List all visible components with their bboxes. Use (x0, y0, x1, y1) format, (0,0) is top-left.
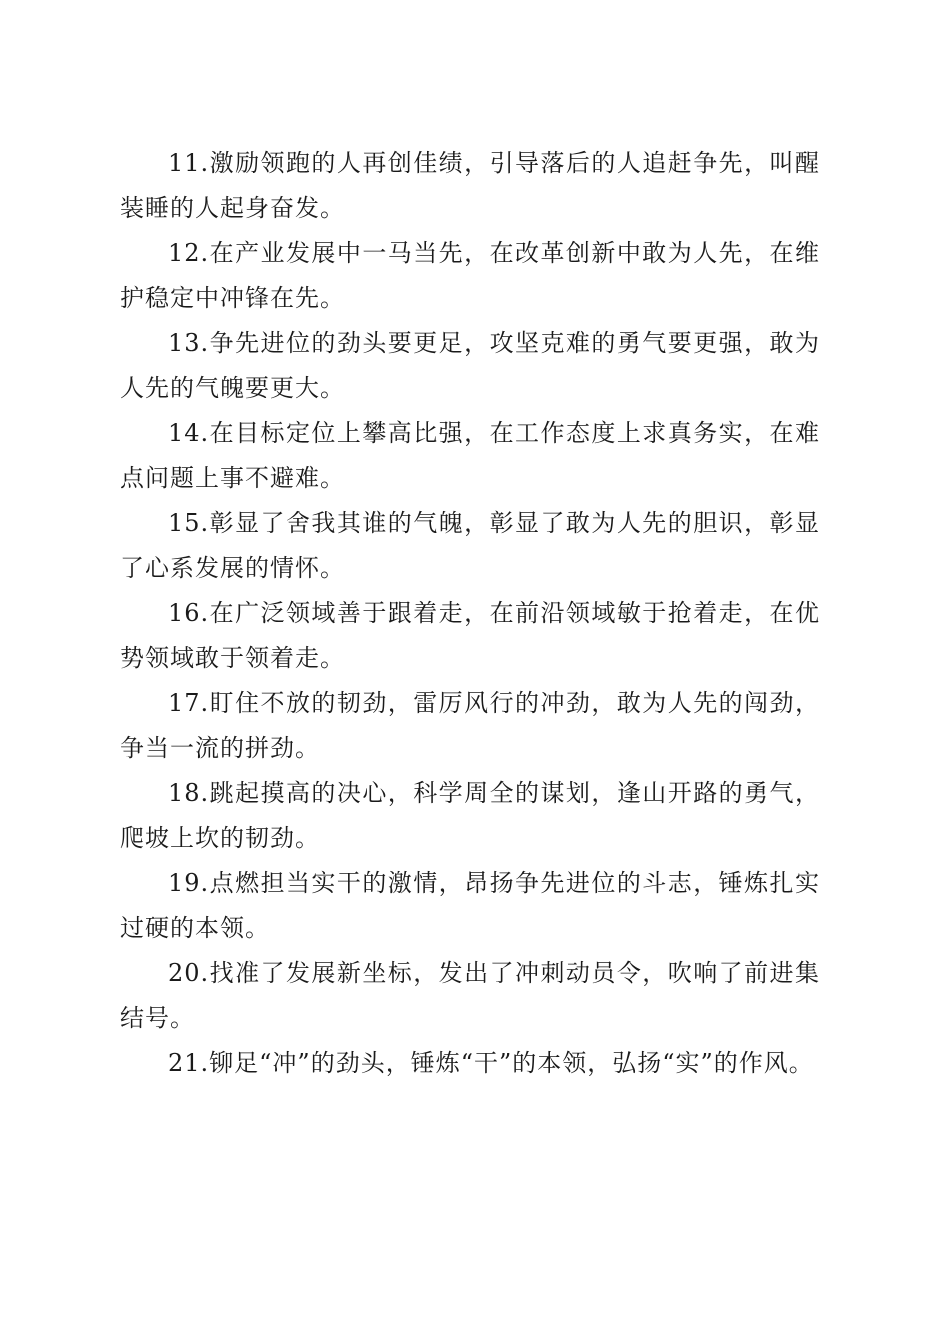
list-item-18: 18.跳起摸高的决心，科学周全的谋划，逢山开路的勇气，爬坡上坎的韧劲。 (120, 779, 820, 852)
document-page (120, 141, 820, 1086)
list-item-13: 13.争先进位的劲头要更足，攻坚克难的勇气要更强，敢为人先的气魄要更大。 (120, 329, 820, 402)
list-item-17: 17.盯住不放的韧劲，雷厉风行的冲劲，敢为人先的闯劲，争当一流的拼劲。 (120, 689, 820, 762)
list-item-11: 11.激励领跑的人再创佳绩，引导落后的人追赶争先，叫醒装睡的人起身奋发。 (120, 149, 820, 222)
list-item-20: 20.找准了发展新坐标，发出了冲刺动员令，吹响了前进集结号。 (120, 959, 820, 1032)
list-item-19: 19.点燃担当实干的激情，昂扬争先进位的斗志，锤炼扎实过硬的本领。 (120, 869, 820, 942)
list-item-21: 21.铆足“冲”的劲头，锤炼“干”的本领，弘扬“实”的作风。 (168, 1049, 814, 1077)
list-item-12: 12.在产业发展中一马当先，在改革创新中敢为人先，在维护稳定中冲锋在先。 (120, 239, 820, 312)
list-item-15: 15.彰显了舍我其谁的气魄，彰显了敢为人先的胆识，彰显了心系发展的情怀。 (120, 509, 820, 582)
list-item-16: 16.在广泛领域善于跟着走，在前沿领域敏于抢着走，在优势领域敢于领着走。 (120, 599, 820, 672)
list-item-14: 14.在目标定位上攀高比强，在工作态度上求真务实，在难点问题上事不避难。 (120, 419, 820, 492)
